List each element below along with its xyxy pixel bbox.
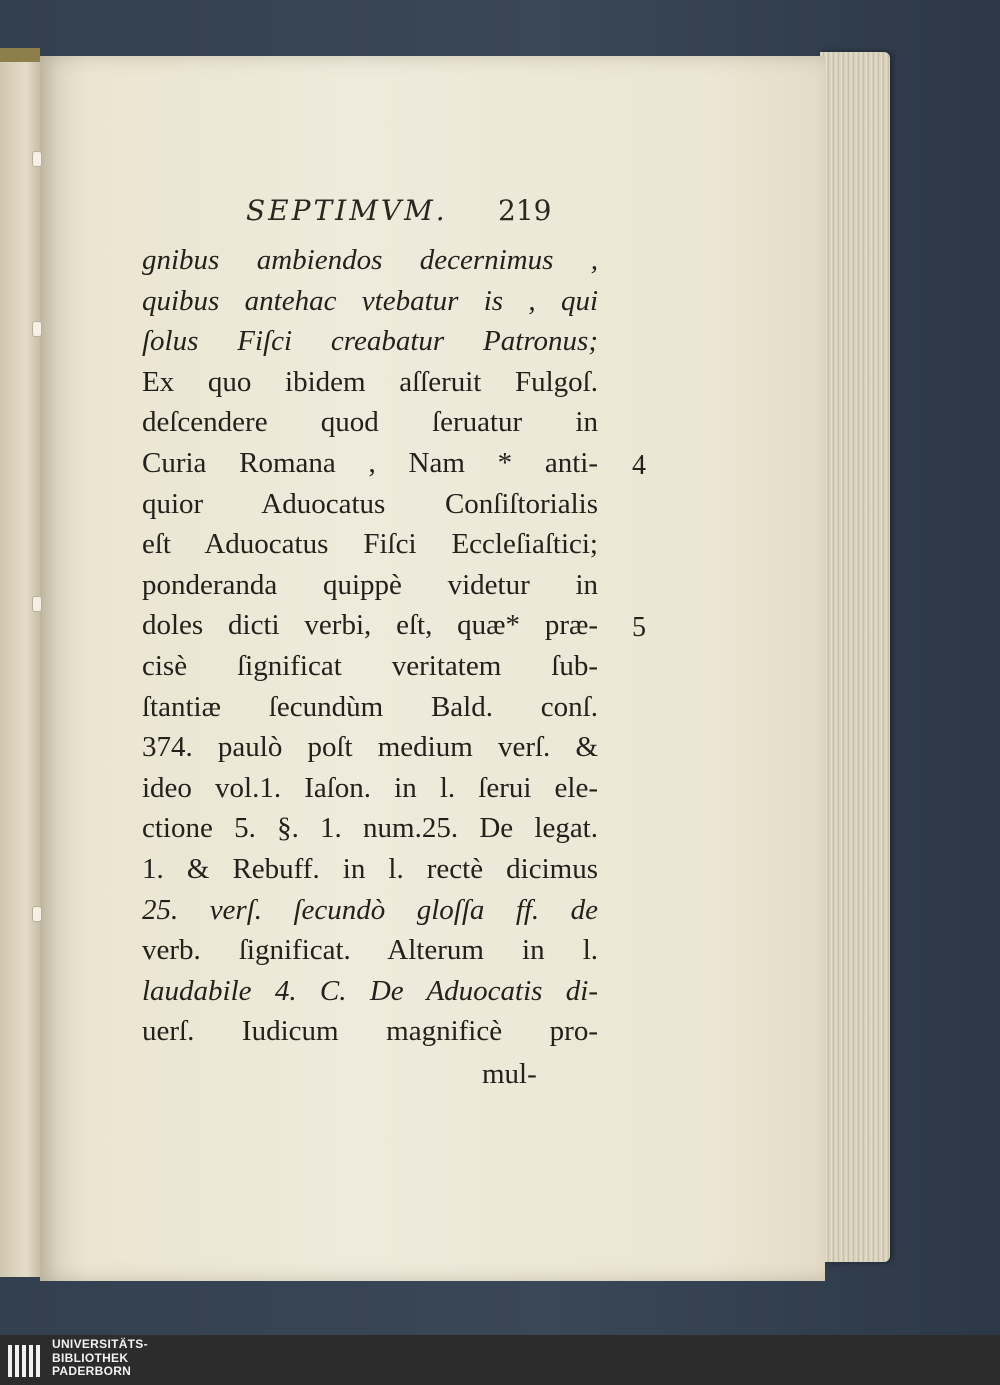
text-line: cisè ſignificat veritatem ſub-: [142, 649, 598, 682]
margin-note-4: 4: [632, 450, 646, 481]
catchword: mul-: [482, 1058, 537, 1090]
text-line: ſtantiæ ſecundùm Bald. conſ.: [142, 690, 598, 723]
text-line: verb. ſignificat. Alterum in l.: [142, 934, 598, 967]
binding-stitch: [32, 906, 42, 922]
margin-note-5: 5: [632, 612, 646, 643]
text-line: gnibus ambiendos decernimus ,: [142, 244, 598, 276]
text-line: ſolus Fiſci creabatur Patronus;: [142, 325, 598, 358]
logo-line: PADERBORN: [52, 1364, 132, 1378]
text-line: quior Aduocatus Conſiſtorialis: [142, 487, 598, 520]
book-fore-edge: [820, 52, 890, 1262]
text-line: laudabile 4. C. De Aduocatis di-: [142, 974, 598, 1007]
logo-line: UNIVERSITÄTS-: [52, 1337, 148, 1351]
library-logo-text: [52, 1338, 148, 1379]
binding-stitch: [32, 596, 42, 612]
text-line: ponderanda quippè videtur in: [142, 568, 598, 601]
text-line: ideo vol.1. Iaſon. in l. ſerui ele-: [142, 771, 598, 804]
text-line: 25. verſ. ſecundò gloſſa ff. de: [142, 893, 598, 926]
footer-bar: [0, 1335, 1000, 1385]
logo-line: BIBLIOTHEK: [52, 1350, 129, 1365]
text-line: 1. & Rebuff. in l. rectè dicimus: [142, 852, 598, 885]
text-line: Ex quo ibidem aſſeruit Fulgoſ.: [142, 365, 598, 398]
text-line: doles dicti verbi, eſt, quæ* præ-: [142, 609, 598, 642]
previous-page-edge: [0, 62, 45, 1277]
text-line: ctione 5. §. 1. num.25. De legat.: [142, 812, 598, 845]
running-title: SEPTIMVM.: [246, 194, 448, 227]
text-line: Curia Romana , Nam * anti-: [142, 446, 598, 479]
body-text: [142, 240, 598, 1052]
text-line: 374. paulò poſt medium verſ. &: [142, 731, 598, 764]
binding-stitch: [32, 321, 42, 337]
university-library-logo-icon: [4, 1339, 46, 1381]
page-number: 219: [498, 194, 552, 227]
text-line: eſt Aduocatus Fiſci Eccleſiaſtici;: [142, 528, 598, 561]
text-line: deſcendere quod ſeruatur in: [142, 406, 598, 439]
text-line: quibus antehac vtebatur is , qui: [142, 284, 598, 317]
binding-stitch: [32, 151, 42, 167]
text-line: uerſ. Iudicum magnificè pro-: [142, 1015, 598, 1048]
